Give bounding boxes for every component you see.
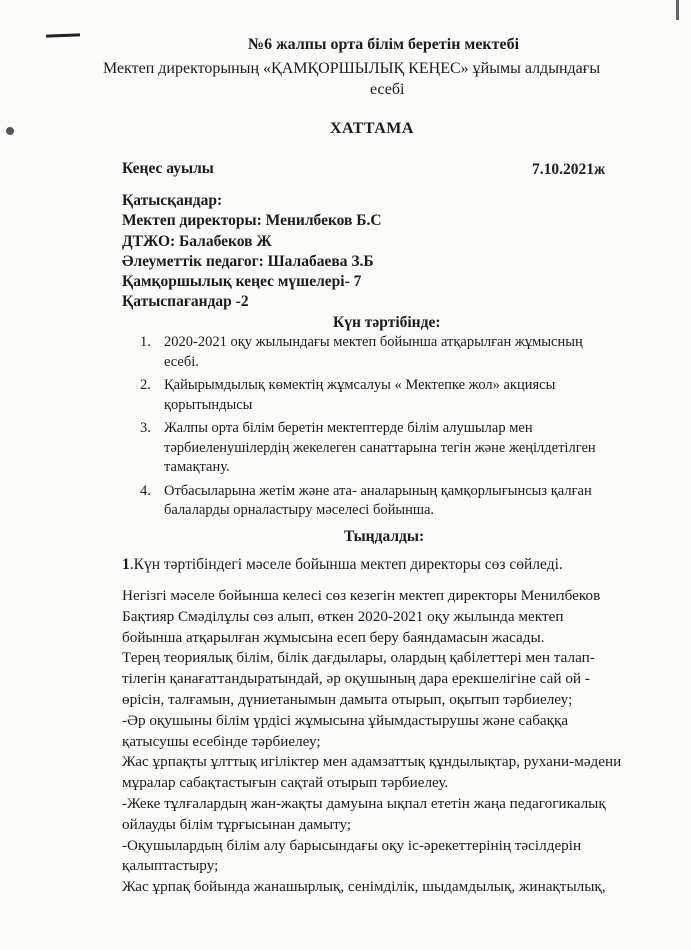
body-line: -Оқушылардың білім алу барысындағы оқу іс-әрекеттерінің тәсілдерін (122, 836, 582, 854)
body-line: -Әр оқушыны білім үрдісі жұмысына ұйымдастырушы және сабаққа (122, 711, 569, 729)
agenda-list (140, 333, 620, 525)
school-name: №6 жалпы орта білім беретін мектебі (248, 36, 520, 53)
participant-deputy: ДТЖО: Балабеков Ж (122, 233, 272, 250)
body-line: -Жеке тұлғалардың жан-жақты дамуына ықпал ететін жаңа педагогикалық (122, 794, 606, 812)
agenda-item-text: тәрбиеленушілердің жекелеген санаттарына тегін және жеңілдетілген (164, 439, 596, 456)
body-line: бойынша атқарылған жұмысына есеп беру баяндамасын жасады. (122, 628, 545, 646)
body-line: қатысушы есебінде тәрбиелеу; (122, 732, 321, 750)
meeting-place: Кеңес ауылы (122, 160, 214, 177)
agenda-item-text: 2020-2021 оқу жылындағы мектеп бойынша атқарылған жұмысның (164, 334, 583, 350)
scan-artifact-line (46, 33, 80, 37)
heard-heading: Тыңдалды: (344, 528, 425, 545)
agenda-item-text: Қайырымдылық көмектің жұмсалуы « Мектепке жол» акциясы (164, 377, 556, 393)
body-line: Терең теориялық білім, білік дағдылары, олардың қабілеттері мен талап- (122, 649, 595, 667)
body-line: ойлауды білім тұрғысынан дамыту; (122, 815, 352, 833)
agenda-item-number: 1. (140, 334, 151, 350)
agenda-item-number: 3. (140, 420, 151, 436)
participant-social-teacher: Әлеуметтік педагог: Шалабаева З.Б (122, 253, 374, 270)
agenda-item (140, 333, 620, 372)
participants-heading: Қатысқандар: (122, 192, 223, 209)
agenda-item-text: есебі. (164, 353, 199, 370)
agenda-item-number: 2. (140, 377, 151, 393)
agenda-item-number: 4. (140, 482, 151, 499)
agenda-item-text: балаларды орналастыру мәселесі бойынша. (164, 502, 435, 518)
agenda-heading: Күн тәртібінде: (333, 314, 441, 331)
heard-item-number: 1 (122, 556, 130, 573)
council-title-line2: есебі (370, 81, 405, 98)
heard-item-1 (122, 556, 563, 574)
body-line: тілегін қанағаттандыратындай, әр оқушының дара ерекшелігіне сай ой - (122, 670, 590, 688)
council-title-line1: Мектеп директорының «ҚАМҚОРШЫЛЫҚ КЕҢЕС» ұйымы алдындағы (102, 60, 601, 77)
meeting-date: 7.10.2021ж (532, 161, 606, 178)
agenda-item-text: Жалпы орта білім беретін мектептерде білім алушылар мен (164, 420, 533, 436)
body-line: Жас ұрпақ бойында жанашырлық, сенімділік, шыдамдылық, жинақтылық, (122, 878, 606, 896)
heard-item-text: .Күн тәртібіндегі мәселе бойынша мектеп директоры сөз сөйледі. (129, 556, 563, 573)
body-line: Негізгі мәселе бойынша келесі сөз кезегін мектеп директоры Менилбеков (122, 587, 601, 604)
scan-artifact-dot (6, 127, 14, 135)
agenda-item-text: тамақтану. (164, 459, 230, 475)
participant-council-members: Қамқоршылық кеңес мүшелері- 7 (122, 273, 362, 290)
body-line: Бақтияр Смәділұлы сөз алып, өткен 2020-2021 оқу жылында мектеп (122, 607, 564, 625)
body-line: қалыптастыру; (122, 857, 219, 875)
participants-absent: Қатыспағандар -2 (122, 293, 249, 310)
body-line: Жас ұрпақты ұлттық игіліктер мен адамзаттық құндылықтар, рухани-мәдени (122, 753, 622, 771)
agenda-item-text: Отбасыларына жетім және ата- аналарының қамқорлығынсыз қалған (164, 482, 592, 499)
agenda-item-text: қорытындысы (164, 396, 253, 413)
body-line: мұралар сабақтастығын сақтай отырып тәрбиелеу. (122, 774, 449, 792)
report-body (122, 586, 642, 898)
body-line: өрісін, талғамын, дүниетанымын дамыта отырып, оқытып тәрбиелеу; (122, 690, 573, 708)
agenda-item (140, 419, 620, 478)
scan-artifact-edge (676, 0, 679, 20)
participant-director: Мектеп директоры: Менилбеков Б.С (122, 212, 382, 229)
agenda-item (140, 376, 620, 415)
agenda-item (140, 482, 620, 521)
document-title: ХАТТАМА (330, 120, 414, 137)
